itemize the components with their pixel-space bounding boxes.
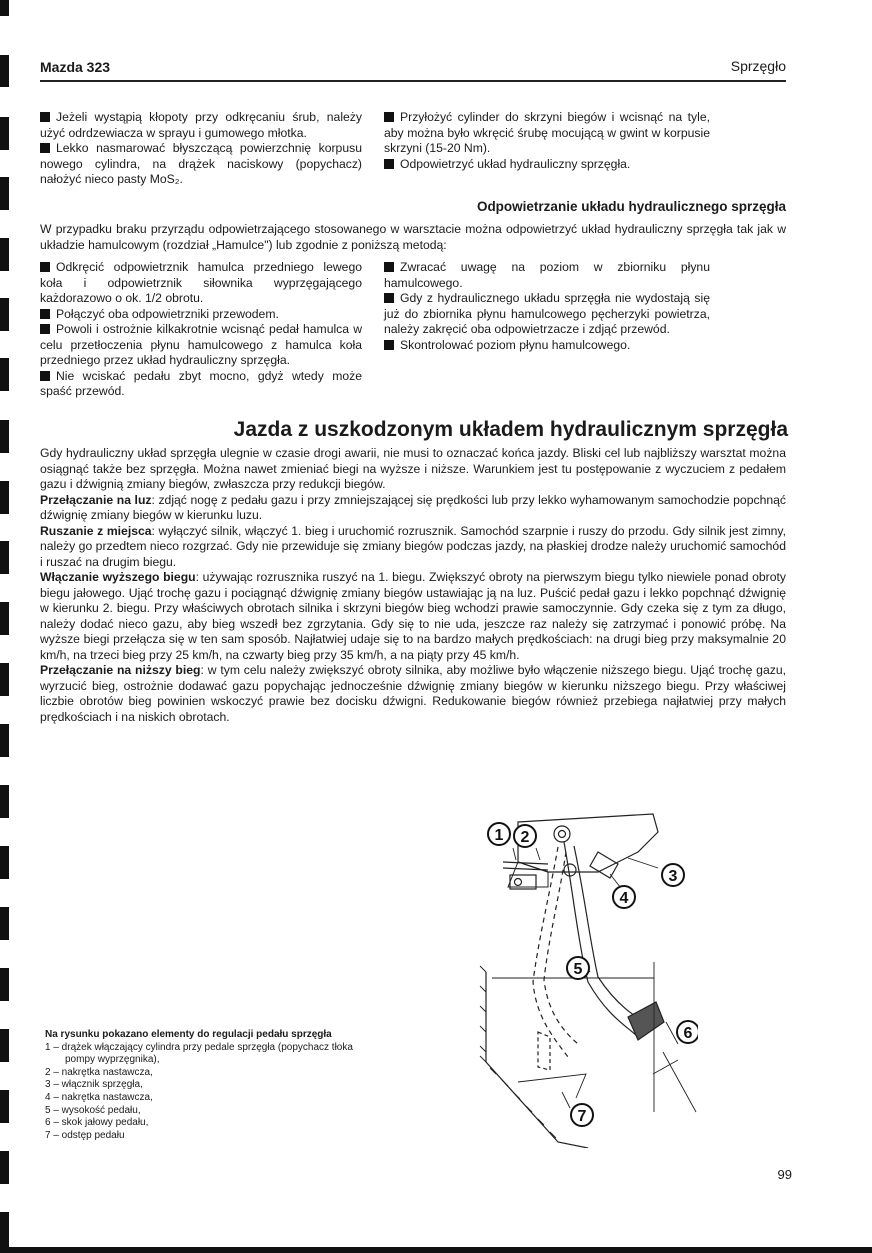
bullet-item: Zwracać uwagę na poziom w zbiorniku płynu hamulcowego. <box>384 260 710 290</box>
bullet-item: Lekko nasmarować błyszczącą powierzchnię korpusu nowego cylindra, na drążek naciskowy (popychacz) nałożyć nieco pasty MoS₂. <box>40 141 362 186</box>
paragraph-starting: Ruszanie z miejsca: wyłączyć silnik, włączyć 1. bieg i uruchomić rozrusznik. Samochód szarpnie i ruszy do przodu. Gdy silnik jest zimny, należy go przedtem nieco rozgrzać. Gdy nie przewiduje się zmiany biegów podczas jazdy, na płaskiej drodze należy uruchomić samochód i ruszać na drugim biegu. <box>40 523 786 569</box>
running-title: Mazda 323 <box>40 59 111 75</box>
callout-6: 6 <box>683 1025 693 1042</box>
caption-item: 1 – drążek włączający cylindra przy pedale sprzęgła (popychacz tłoka <box>45 1041 353 1053</box>
bullet-item: Odpowietrzyć układ hydrauliczny sprzęgła. <box>384 157 710 173</box>
bullet-item: Jeżeli wystąpią kłopoty przy odkręcaniu śrub, należy użyć odrdzewiacza w sprayu i gumowego młotka. <box>40 110 362 140</box>
pedal-diagram <box>478 812 698 1148</box>
bullet-square-icon <box>384 262 394 272</box>
top-left-column <box>40 110 362 188</box>
paragraph-neutral: Przełączanie na luz: zdjąć nogę z pedału gazu i przy zmniejszającej się prędkości lub przy lekko wyhamowanym samochodzie popchnąć dźwignię zmiany biegów w kierunku luzu. <box>40 492 786 522</box>
caption-item: pompy wyprzęgnika), <box>65 1054 160 1066</box>
bottom-edge <box>0 1247 872 1253</box>
caption-item: 3 – włącznik sprzęgła, <box>45 1079 143 1091</box>
callout-4: 4 <box>619 890 629 907</box>
bullet-square-icon <box>384 112 394 122</box>
pedal-arm <box>564 842 638 1037</box>
bullet-item: Odkręcić odpowietrznik hamulca przedniego lewego koła i odpowietrznik siłownika wyprzęgającego każdorazowo o ok. 1/2 obrotu. <box>40 260 362 305</box>
height-dimension <box>492 962 654 1112</box>
bullet-square-icon <box>40 262 50 272</box>
section-name: Sprzęgło <box>730 58 786 74</box>
caption-item: 4 – nakrętka nastawcza, <box>45 1091 153 1103</box>
bullet-item: Połączyć oba odpowietrzniki przewodem. <box>40 307 362 323</box>
push-rod <box>503 862 548 870</box>
bullet-square-icon <box>40 371 50 381</box>
driving-intro: Gdy hydrauliczny układ sprzęgła ulegnie w czasie drogi awarii, nie musi to oznaczać końca jazdy. Bliski cel lub najbliższy warsztat można osiągnąć także bez sprzęgła. Można nawet zmieniać biegi na wyższe i niższe. Warunkiem jest tu postępowanie z wyczuciem z pedałem gazu i dźwignią zmiany biegów, zwłaszcza przy redukcji biegów. <box>40 446 786 491</box>
figure-caption <box>45 1029 445 1142</box>
bullet-square-icon <box>384 340 394 350</box>
bullet-square-icon <box>384 293 394 303</box>
caption-item: 2 – nakrętka nastawcza, <box>45 1066 153 1078</box>
binding-edge <box>0 0 10 1253</box>
bleed-left-column <box>40 260 362 400</box>
callout-2: 2 <box>520 829 530 846</box>
caption-title: Na rysunku pokazano elementy do regulacji pedału sprzęgła <box>45 1029 332 1040</box>
page-number: 99 <box>777 1167 792 1182</box>
bullet-item: Gdy z hydraulicznego układu sprzęgła nie wydostają się już do zbiornika płynu hamulcowego pęcherzyki powietrza, należy zakręcić oba odpowietrzacze i zdjąć przewód. <box>384 291 710 336</box>
bullet-square-icon <box>40 309 50 319</box>
travel-dimension <box>653 1052 696 1112</box>
bullet-item: Nie wciskać pedału zbyt mocno, gdyż wtedy może spaść przewód. <box>40 368 362 398</box>
callout-7: 7 <box>577 1108 587 1125</box>
pivot-bolt <box>554 826 570 842</box>
bullet-square-icon <box>40 324 50 334</box>
bullet-item: Skontrolować poziom płynu hamulcowego. <box>384 338 710 354</box>
bleed-heading: Odpowietrzanie układu hydraulicznego sprzęgła <box>476 199 786 214</box>
bullet-item: Przyłożyć cylinder do skrzyni biegów i wcisnąć na tyle, aby można było wkręcić śrubę mocującą w gwint w korpusie skrzyni (15-20 Nm). <box>384 110 710 155</box>
driving-heading: Jazda z uszkodzonym układem hydraulicznym sprzęgła <box>233 418 788 441</box>
bleed-right-column <box>384 260 710 353</box>
bleed-intro: W przypadku braku przyrządu odpowietrzającego stosowanego w warsztacie można odpowietrzyć układ hydrauliczny sprzęgła tak jak w układzie hamulcowym (rozdział „Hamulce") lub zgodnie z poniższą metodą: <box>40 222 786 252</box>
driving-body <box>40 446 786 725</box>
caption-item: 6 – skok jałowy pedału, <box>45 1117 149 1129</box>
paragraph-downshift: Przełączanie na niższy bieg: w tym celu należy zwiększyć obroty silnika, aby możliwe było włączenie niższego biegu. Ująć trochę gazu, wyrzucić bieg, ostrożnie dodawać gazu popychając jednocześnie dźwignię zmiany biegów w kierunku niższego biegu. Przy właściwej liczbie obrotów bieg powinien wskoczyć prawie bez docisku dźwigni. Redukowanie biegów również przebiega najłatwiej przy małych prędkościach i na niskich obrotach. <box>40 663 786 724</box>
bullet-square-icon <box>384 159 394 169</box>
caption-item: 7 – odstęp pedału <box>45 1129 125 1141</box>
caption-item: 5 – wysokość pedału, <box>45 1104 141 1116</box>
bullet-square-icon <box>40 112 50 122</box>
header-rule <box>40 80 786 82</box>
clutch-switch <box>590 852 618 878</box>
callout-5: 5 <box>573 961 583 978</box>
callout-3: 3 <box>668 868 678 885</box>
gap-dimension <box>518 1074 586 1098</box>
pedal-released-outline <box>533 847 568 1057</box>
callout-1: 1 <box>494 827 504 844</box>
clevis-pin <box>564 864 576 876</box>
bullet-item: Powoli i ostrożnie kilkakrotnie wcisnąć pedał hamulca w celu przetłoczenia płynu hamulcowego z hamulca koła przedniego przez układ hydrauliczny sprzęgła. <box>40 322 362 367</box>
paragraph-upshift: Włączanie wyższego biegu: używając rozrusznika ruszyć na 1. biegu. Zwiększyć obroty na pierwszym biegu tylko niewiele ponad obroty biegu jałowego. Ująć trochę gazu i pociągnąć dźwignię zmiany biegów ustawiając ją na luz. Puścić pedał gazu i lekko popchnąć dźwignię w kierunku 2. biegu. Przy właściwych obrotach silnika i skrzyni biegów bieg wchodzi prawie samoczynnie. Gdy czeka się z tym za długo, należy dodać nieco gazu, aby bieg wszedł bez zgrzytania. Gdy się to nie uda, jeszcze raz należy się zatrzymać i ponowić próbę. Na wyższe biegi przełącza się w ten sam sposób. Najłatwiej udaje się to na bardzo małych prędkościach: na drugi bieg przy maksymalnie 20 km/h, na trzeci bieg przy 25 km/h, na czwarty bieg przy 35 km/h, a na piąty przy 45 km/h. <box>40 570 786 662</box>
bullet-square-icon <box>40 143 50 153</box>
pedal-pad <box>628 1002 664 1040</box>
top-right-column <box>384 110 710 172</box>
